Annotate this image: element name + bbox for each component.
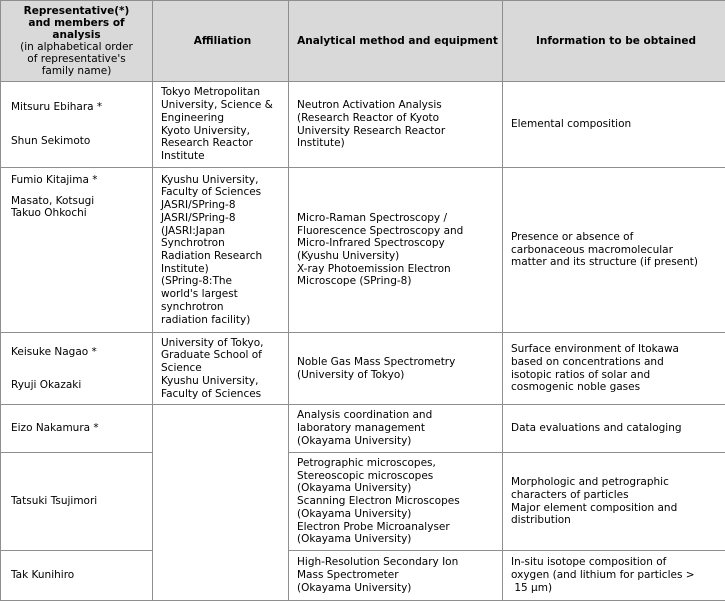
info-cell: Surface environment of Itokawa based on concentrations and isotopic ratios of solar and cosmogenic noble gases [503,333,725,405]
table-row [1,405,725,453]
table-row [1,82,725,168]
header-row [1,1,725,82]
method-cell: Micro-Raman Spectroscopy / Fluorescence Spectroscopy and Micro-Infrared Spectroscopy (Kyushu University) X-ray Photoemission Electron Microscope (SPring-8) [289,168,503,333]
header-method: Analytical method and equipment [289,1,503,82]
table-row [1,551,725,601]
members-cell: Tatsuki Tsujimori [1,453,153,551]
method-cell: Petrographic microscopes, Stereoscopic microscopes (Okayama University) Scanning Electron Microscopes (Okayama University) Electron Probe Microanalyser (Okayama University) [289,453,503,551]
info-cell: Presence or absence of carbonaceous macromolecular matter and its structure (if present) [503,168,725,333]
table-row [1,168,725,333]
header-info: Information to be obtained [503,1,725,82]
method-cell: Analysis coordination and laboratory management (Okayama University) [289,405,503,453]
table-row [1,453,725,551]
members-cell: Fumio Kitajima * Masato, Kotsugi Takuo Ohkochi [1,168,153,333]
info-cell: Elemental composition [503,82,725,168]
affiliation-cell: University of Tokyo, Graduate School of Science Kyushu University, Faculty of Sciences [153,333,289,405]
affiliation-cell: Tokyo Metropolitan University, Science & Engineering Kyoto University, Research Reactor Institute [153,82,289,168]
members-cell: Eizo Nakamura * [1,405,153,453]
header-representative: Representative(*) and members of analysis (in alphabetical order of representative's family name) [1,1,153,82]
method-cell: Noble Gas Mass Spectrometry (University of Tokyo) [289,333,503,405]
method-cell: High-Resolution Secondary Ion Mass Spectrometer (Okayama University) [289,551,503,601]
members-cell: Tak Kunihiro [1,551,153,601]
info-cell: Morphologic and petrographic characters of particles Major element composition and distribution [503,453,725,551]
info-cell: Data evaluations and cataloging [503,405,725,453]
members-cell: Keisuke Nagao * Ryuji Okazaki [1,333,153,405]
info-cell: In-situ isotope composition of oxygen (and lithium for particles > 15 µm) [503,551,725,601]
affiliation-cell: Kyushu University, Faculty of Sciences JASRI/SPring-8 JASRI/SPring-8 (JASRI:Japan Synchrotron Radiation Research Institute) (SPring-8:The world's largest synchrotron radiation facility) [153,168,289,333]
table-row [1,333,725,405]
affiliation-cell [153,405,289,601]
members-cell: Mitsuru Ebihara * Shun Sekimoto [1,82,153,168]
method-cell: Neutron Activation Analysis (Research Reactor of Kyoto University Research Reactor Institute) [289,82,503,168]
header-affiliation: Affiliation [153,1,289,82]
